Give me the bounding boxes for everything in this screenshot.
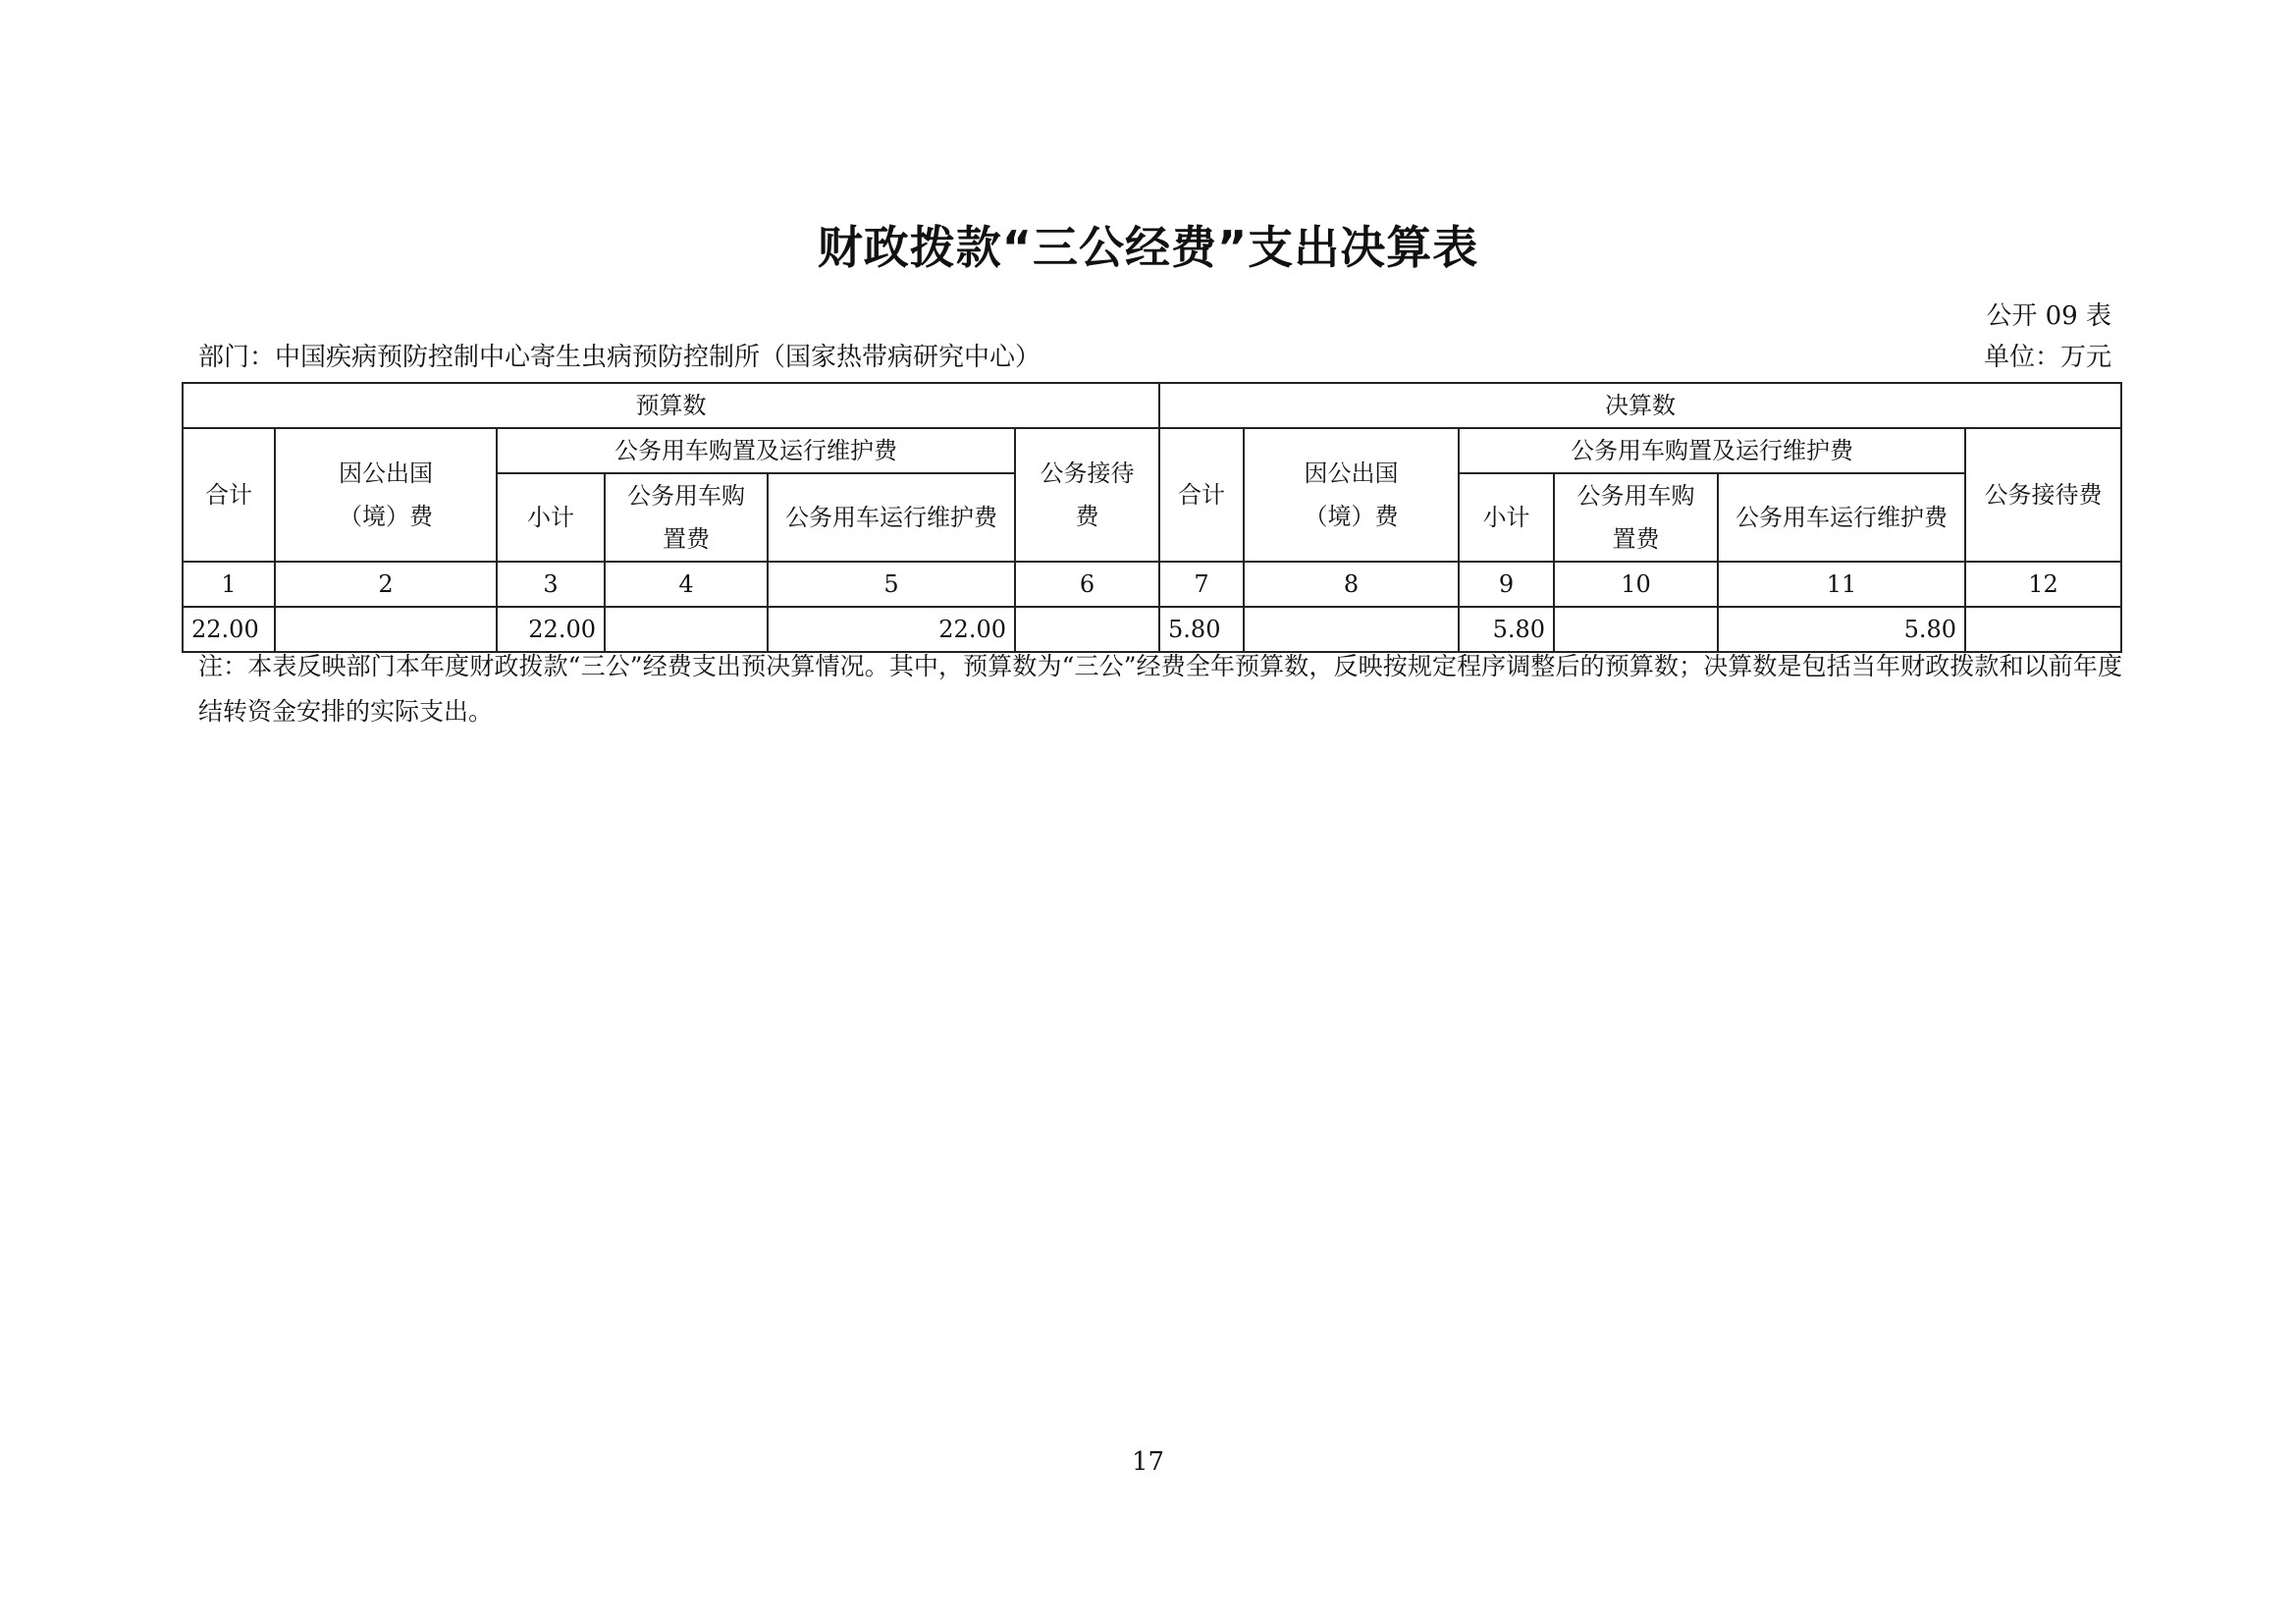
- header-final-abroad-label: 因公出国 （境）费: [1304, 460, 1399, 530]
- form-number: 公开 09 表: [1986, 301, 2111, 331]
- header-row-groups: [183, 383, 2121, 428]
- table-note: 注：本表反映部门本年度财政拨款“三公”经费支出预决算情况。其中，预算数为“三公”经费全年预算数，反映按规定程序调整后的预算数；决算数是包括当年财政拨款和以前年度结转资金安排的实际支出。: [198, 652, 2122, 726]
- final-vehicle-operation-value: 5.80: [1718, 607, 1965, 652]
- header-budget-abroad: [275, 428, 497, 562]
- header-budget-vehicle-group: 公务用车购置及运行维护费: [497, 428, 1015, 473]
- column-number: 7: [1159, 562, 1244, 607]
- column-number: 6: [1015, 562, 1159, 607]
- column-number: 8: [1244, 562, 1459, 607]
- header-final-vehicle-group: 公务用车购置及运行维护费: [1459, 428, 1965, 473]
- header-budget-vehicle-operation: [768, 473, 1015, 562]
- budget-total-value: 22.00: [183, 607, 275, 652]
- header-budget-abroad-label: 因公出国 （境）费: [339, 460, 433, 530]
- column-number: 4: [605, 562, 768, 607]
- header-final-vehicle-operation-label: 公务用车运行维护费: [1735, 504, 1949, 531]
- header-budget-subtotal: 小计: [497, 473, 605, 562]
- column-number: 2: [275, 562, 497, 607]
- header-final-subtotal: 小计: [1459, 473, 1554, 562]
- header-final-group: 决算数: [1159, 383, 2121, 428]
- department-label: 部门：中国疾病预防控制中心寄生虫病预防控制所（国家热带病研究中心）: [198, 343, 1041, 372]
- column-number: 12: [1965, 562, 2121, 607]
- header-budget-reception: [1015, 428, 1159, 562]
- header-budget-reception-label: 公务接待费: [1040, 460, 1135, 530]
- unit-label: 单位：万元: [1983, 343, 2111, 372]
- header-final-vehicle-purchase: [1554, 473, 1718, 562]
- column-number: 10: [1554, 562, 1718, 607]
- header-budget-vehicle-purchase-label: 公务用车购置费: [627, 482, 745, 553]
- header-final-abroad: [1244, 428, 1459, 562]
- final-total-value: 5.80: [1159, 607, 1244, 652]
- header-final-reception: 公务接待费: [1965, 428, 2121, 562]
- page-title: 财政拨款“三公经费”支出决算表: [817, 221, 1479, 274]
- header-budget-vehicle-operation-label: 公务用车运行维护费: [785, 504, 997, 531]
- header-budget-total: 合计: [183, 428, 275, 562]
- column-number: 9: [1459, 562, 1554, 607]
- meta-row: [198, 340, 2111, 375]
- column-number-row: [183, 562, 2121, 607]
- column-number: 11: [1718, 562, 1965, 607]
- header-budget-group: 预算数: [183, 383, 1159, 428]
- header-final-vehicle-operation: [1718, 473, 1965, 562]
- column-number: 1: [183, 562, 275, 607]
- header-row-categories: [183, 428, 2121, 473]
- budget-vehicle-operation-value: 22.00: [768, 607, 1015, 652]
- column-number: 3: [497, 562, 605, 607]
- final-vehicle-subtotal-value: 5.80: [1459, 607, 1554, 652]
- page-number: 17: [1131, 1447, 1165, 1477]
- column-number: 5: [768, 562, 1015, 607]
- header-final-vehicle-purchase-label: 公务用车购置费: [1576, 482, 1695, 553]
- three-public-expenses-table: [182, 382, 2122, 653]
- budget-vehicle-subtotal-value: 22.00: [497, 607, 605, 652]
- header-final-total: 合计: [1159, 428, 1244, 562]
- header-budget-vehicle-purchase: [605, 473, 768, 562]
